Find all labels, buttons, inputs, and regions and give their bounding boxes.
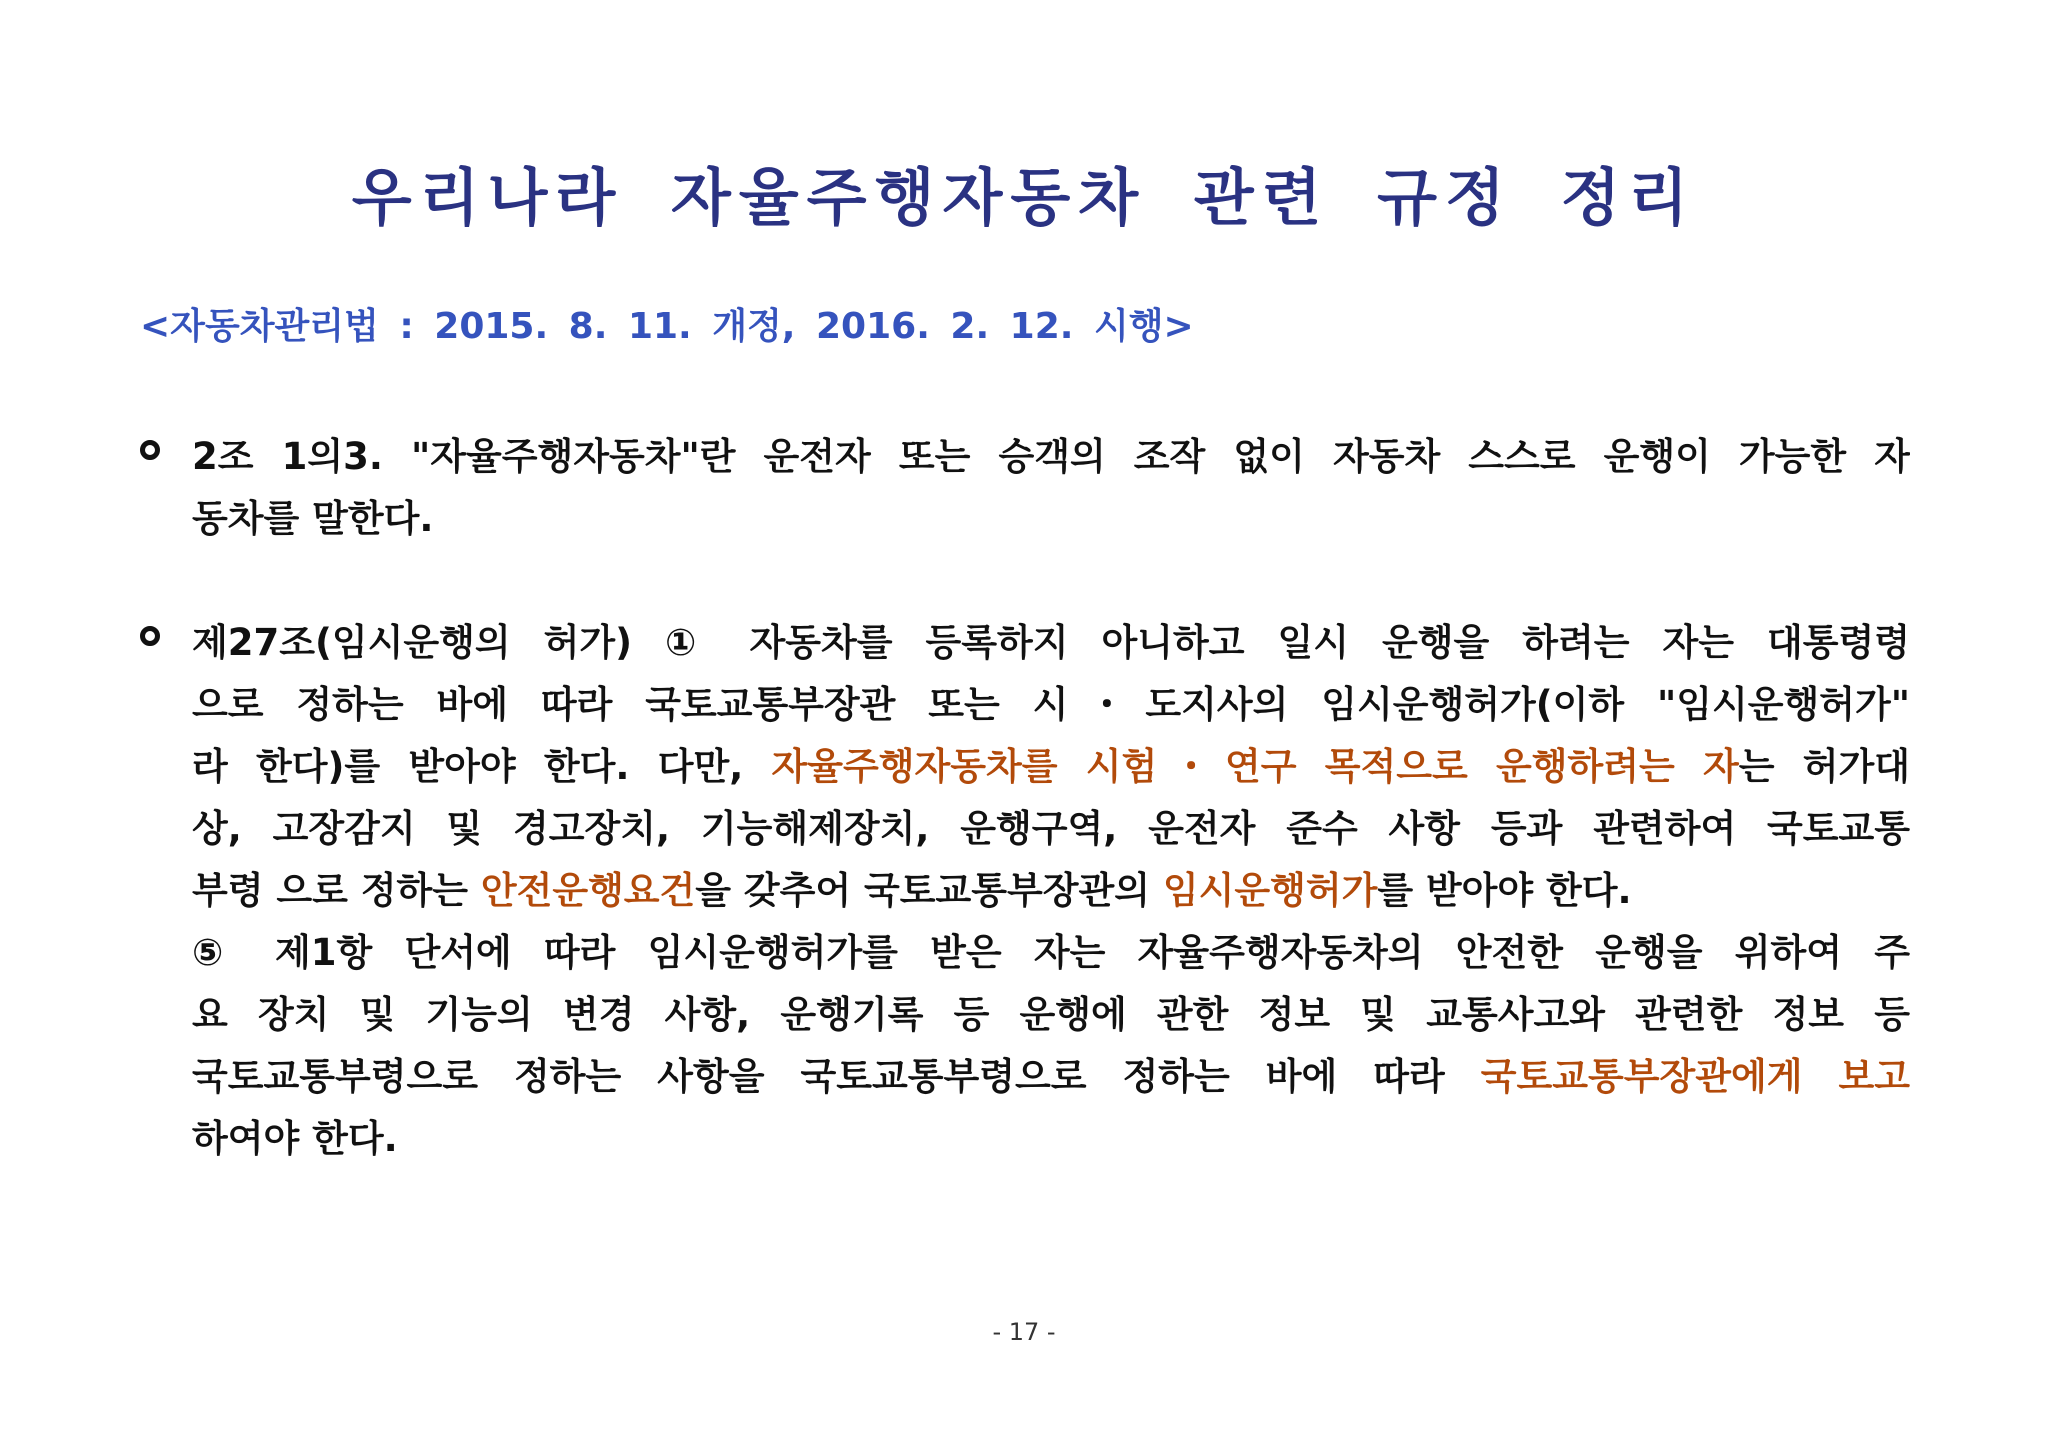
hollow-circle-bullet-icon [140,440,160,460]
clause-line: ⑤ 제1항 단서에 따라 임시운행허가를 받은 자는 자율주행자동차의 안전한 운행을 위하여 주 [192,931,1910,974]
page-title: 우리나라 자율주행자동차 관련 규정 정리 [351,161,1697,234]
line-segment: 부령 으로 정하는 [192,869,481,912]
hollow-circle-bullet-icon [140,626,160,646]
line-segment: 국토교통부령으로 정하는 사항을 국토교통부령으로 정하는 바에 따라 [192,1055,1481,1098]
clause-line: 2조 1의3. "자율주행자동차"란 운전자 또는 승객의 조작 없이 자동차 스스로 운행이 가능한 자 [192,435,1910,478]
clause-line: 하여야 한다. [192,1117,398,1160]
highlighted-phrase: 자율주행자동차를 시험・연구 목적으로 운행하려는 자 [771,745,1739,788]
clause-line [192,860,1910,922]
clause-line [192,1046,1910,1108]
clause-text [192,426,1910,550]
clause-line: 요 장치 및 기능의 변경 사항, 운행기록 등 운행에 관한 정보 및 교통사고와 관련한 정보 등 [192,993,1910,1036]
line-segment: 라 한다)를 받아야 한다. 다만, [192,745,772,788]
clause-line [192,736,1910,798]
line-segment: 을 갖추어 국토교통부장관의 [695,869,1163,912]
clause-text [192,612,1910,1170]
highlighted-phrase: 임시운행허가 [1162,869,1378,912]
clause-line: 으로 정하는 바에 따라 국토교통부장관 또는 시・도지사의 임시운행허가(이하 "임시운행허가" [192,683,1910,726]
page-number: - 17 - [992,1318,1056,1346]
line-segment: 는 허가대 [1738,745,1910,788]
clause-line: 제27조(임시운행의 허가) ① 자동차를 등록하지 아니하고 일시 운행을 하려는 자는 대통령령 [192,621,1910,664]
law-reference-subtitle: <자동차관리법 : 2015. 8. 11. 개정, 2016. 2. 12. 시행> [140,306,1194,347]
highlighted-phrase: 국토교통부장관에게 보고 [1480,1055,1910,1098]
clause-line: 동차를 말한다. [192,497,434,540]
line-segment: 를 받아야 한다. [1377,869,1632,912]
clause-line: 상, 고장감지 및 경고장치, 기능해제장치, 운행구역, 운전자 준수 사항 등과 관련하여 국토교통 [192,807,1910,850]
highlighted-phrase: 안전운행요건 [480,869,696,912]
